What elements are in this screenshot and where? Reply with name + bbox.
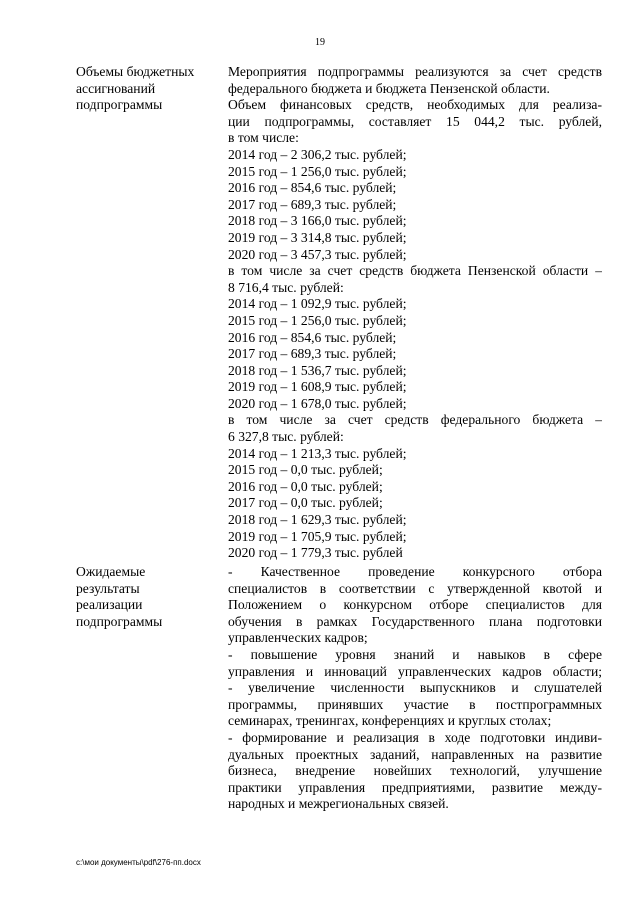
label-line: Объемы бюджетных bbox=[76, 64, 195, 79]
content-line: управления и инноваций управленческих кадров области; bbox=[228, 663, 602, 679]
content-line: 2019 год – 1 705,9 тыс. рублей; bbox=[228, 528, 407, 544]
content-line: обучения в рамках Государственного плана подготовки bbox=[228, 613, 602, 629]
content-line: 2015 год – 0,0 тыс. рублей; bbox=[228, 462, 383, 478]
content-line: дуальных проектных заданий, направленных на развитие bbox=[228, 746, 602, 762]
content-line: специалистов в соответствии с утвержденной квотой и bbox=[228, 580, 602, 596]
content-line: Мероприятия подпрограммы реализуются за счет средств bbox=[228, 64, 602, 79]
label-line: подпрограммы bbox=[76, 97, 163, 113]
content-line: - повышение уровня знаний и навыков в сфере bbox=[228, 646, 602, 662]
content-line: Объем финансовых средств, необходимых для реализа- bbox=[228, 97, 602, 113]
page-number: 19 bbox=[315, 37, 325, 48]
content-line: 2016 год – 854,6 тыс. рублей; bbox=[228, 180, 397, 196]
content-line: 8 716,4 тыс. рублей: bbox=[228, 279, 344, 295]
content-line: 2014 год – 2 306,2 тыс. рублей; bbox=[228, 146, 407, 162]
content-line: - увеличение численности выпускников и слушателей bbox=[228, 680, 602, 696]
content-line: программы, принявших участие в постпрограммных bbox=[228, 696, 602, 712]
content-line: 2018 год – 3 166,0 тыс. рублей; bbox=[228, 213, 407, 229]
content-line: 2020 год – 3 457,3 тыс. рублей; bbox=[228, 246, 407, 262]
content-line: в том числе: bbox=[228, 130, 299, 146]
label-line: ассигнований bbox=[76, 80, 156, 96]
row-label-budget bbox=[76, 64, 216, 114]
content-line: 2018 год – 1 629,3 тыс. рублей; bbox=[228, 512, 407, 528]
content-line: 2015 год – 1 256,0 тыс. рублей; bbox=[228, 163, 407, 179]
content-line: семинарах, тренингах, конференциях и круглых столах; bbox=[228, 713, 552, 729]
content-line: ции подпрограммы, составляет 15 044,2 тыс. рублей, bbox=[228, 113, 602, 129]
content-line: 6 327,8 тыс. рублей: bbox=[228, 429, 344, 445]
content-line: 2017 год – 0,0 тыс. рублей; bbox=[228, 495, 383, 511]
content-line: практики управления предприятиями, развитие между- bbox=[228, 779, 602, 795]
content-line: 2016 год – 0,0 тыс. рублей; bbox=[228, 478, 383, 494]
content-line: 2019 год – 1 608,9 тыс. рублей; bbox=[228, 379, 407, 395]
label-line: подпрограммы bbox=[76, 613, 163, 629]
content-line: - Качественное проведение конкурсного отбора bbox=[228, 564, 602, 579]
label-line: Ожидаемые bbox=[76, 564, 146, 579]
content-line: народных и межрегиональных связей. bbox=[228, 796, 449, 812]
content-line: 2020 год – 1 779,3 тыс. рублей bbox=[228, 545, 403, 561]
row-content-results bbox=[228, 564, 602, 813]
content-line: 2017 год – 689,3 тыс. рублей; bbox=[228, 346, 397, 362]
content-line: 2020 год – 1 678,0 тыс. рублей; bbox=[228, 395, 407, 411]
content-line: 2017 год – 689,3 тыс. рублей; bbox=[228, 196, 397, 212]
row-content-budget bbox=[228, 64, 602, 562]
label-line: реализации bbox=[76, 597, 143, 613]
content-line: 2014 год – 1 213,3 тыс. рублей; bbox=[228, 445, 407, 461]
content-line: управленческих кадров; bbox=[228, 630, 368, 646]
content-line: 2018 год – 1 536,7 тыс. рублей; bbox=[228, 362, 407, 378]
content-line: 2016 год – 854,6 тыс. рублей; bbox=[228, 329, 397, 345]
row-label-results bbox=[76, 564, 216, 630]
content-line: Положением о конкурсном отборе специалистов для bbox=[228, 597, 602, 613]
content-line: бизнеса, внедрение новейших технологий, улучшение bbox=[228, 763, 602, 779]
content-line: 2019 год – 3 314,8 тыс. рублей; bbox=[228, 229, 407, 245]
label-line: результаты bbox=[76, 580, 140, 596]
content-line: 2015 год – 1 256,0 тыс. рублей; bbox=[228, 312, 407, 328]
content-line: 2014 год – 1 092,9 тыс. рублей; bbox=[228, 296, 407, 312]
content-line: в том числе за счет средств федерального бюджета – bbox=[228, 412, 602, 428]
content-line: в том числе за счет средств бюджета Пензенской области – bbox=[228, 263, 602, 279]
content-line: - формирование и реализация в ходе подготовки индиви- bbox=[228, 729, 602, 745]
footer-file-path: c:\мои документы\pdf\276-пп.docx bbox=[76, 858, 201, 867]
content-line: федерального бюджета и бюджета Пензенской области. bbox=[228, 80, 550, 96]
